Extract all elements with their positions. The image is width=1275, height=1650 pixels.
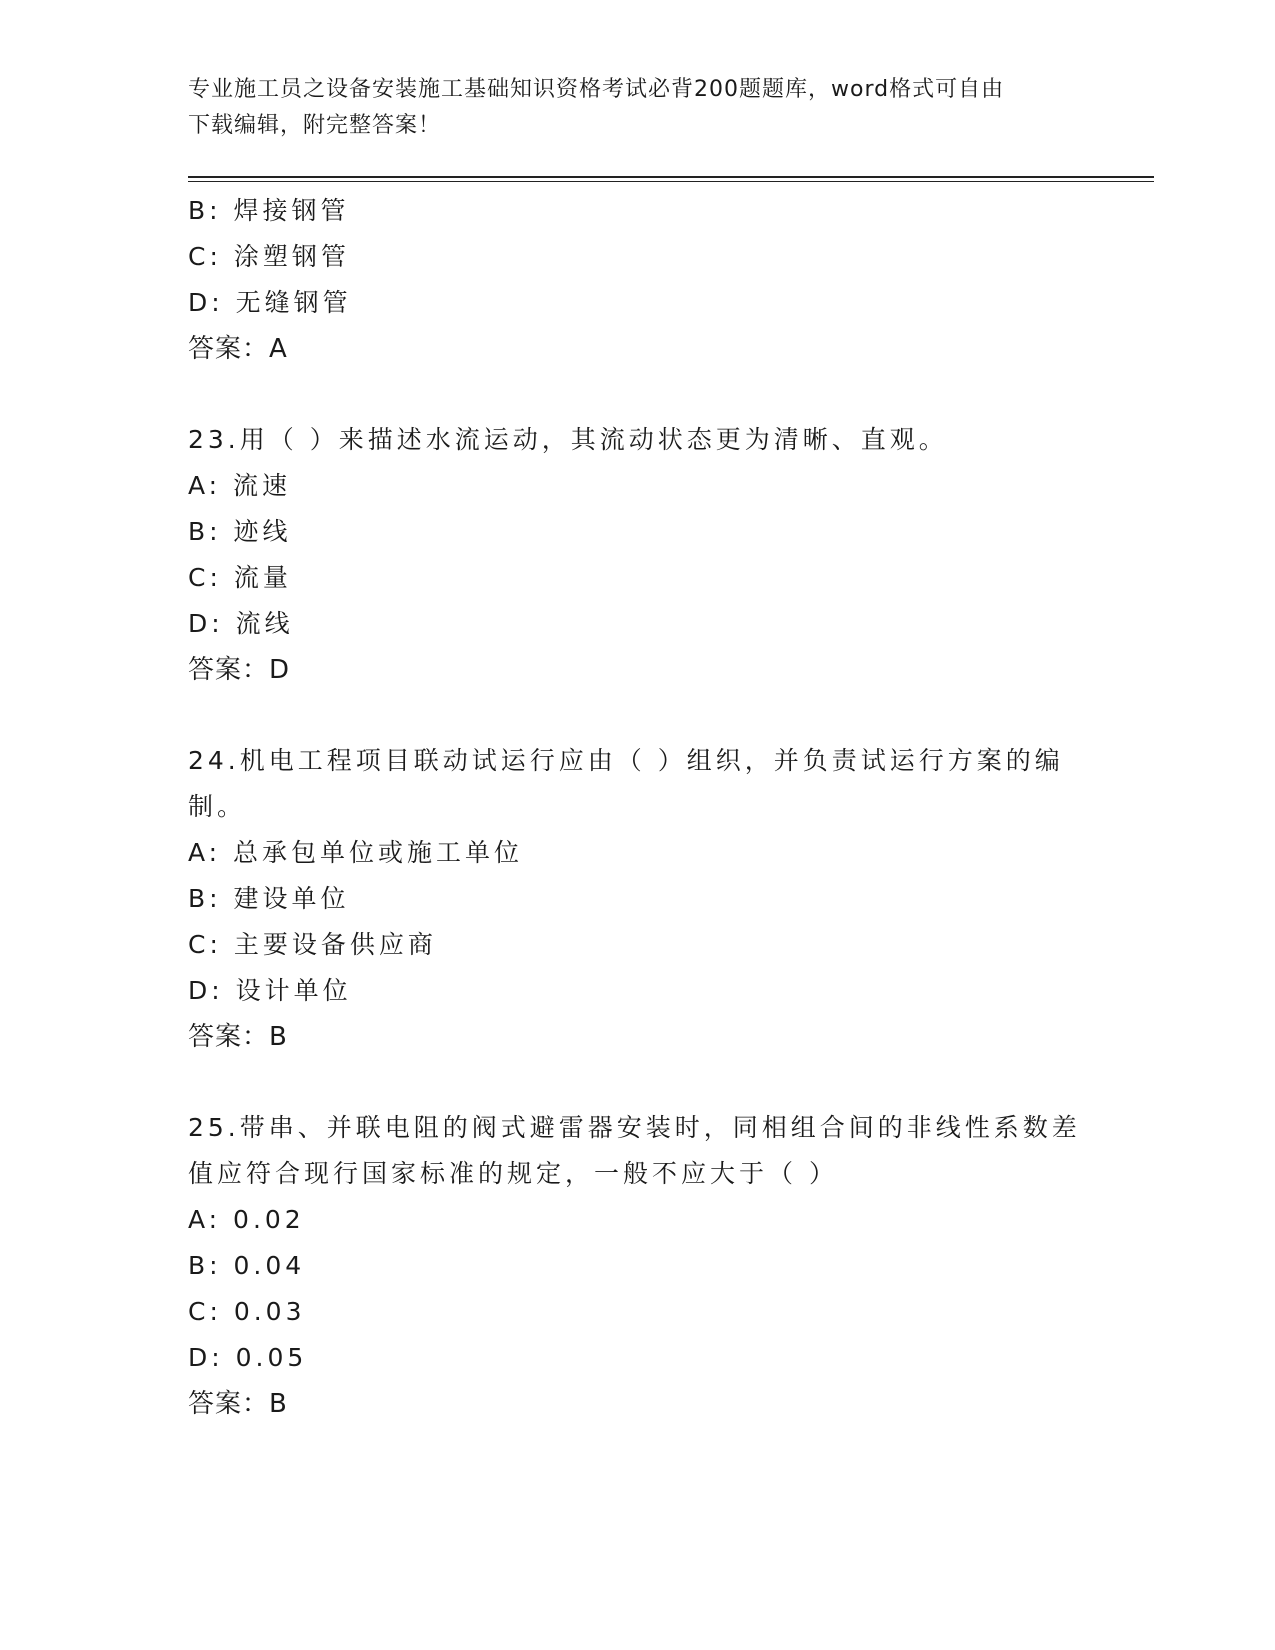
header-line-1: 专业施工员之设备安装施工基础知识资格考试必背200题题库，word格式可自由	[188, 77, 1005, 102]
prev-question-block	[188, 188, 1088, 372]
option-a: A: 总承包单位或施工单位	[188, 838, 524, 867]
header-divider-thin	[188, 181, 1154, 182]
question-stem: 23.用（ ）来描述水流运动，其流动状态更为清晰、直观。	[188, 425, 948, 454]
option-c: C: 0.03	[188, 1297, 306, 1326]
option-d: D: 无缝钢管	[188, 288, 352, 317]
option-b: B: 0.04	[188, 1251, 306, 1280]
question-stem-line-2: 值应符合现行国家标准的规定，一般不应大于（ ）	[188, 1159, 838, 1188]
option-b: B: 建设单位	[188, 884, 350, 913]
answer: 答案：B	[188, 1022, 288, 1052]
header-line-2: 下载编辑，附完整答案！	[188, 113, 442, 138]
option-c: C: 主要设备供应商	[188, 930, 437, 959]
question-25	[188, 1105, 1088, 1427]
option-d: D: 流线	[188, 609, 294, 638]
question-stem-line-1: 25.带串、并联电阻的阀式避雷器安装时，同相组合间的非线性系数差	[188, 1113, 1081, 1142]
header-divider-thick	[188, 176, 1154, 178]
document-header	[188, 72, 1068, 144]
question-24	[188, 738, 1088, 1060]
answer: 答案：D	[188, 655, 291, 685]
question-stem-line-2: 制。	[188, 792, 247, 821]
option-c: C: 涂塑钢管	[188, 242, 350, 271]
option-d: D: 设计单位	[188, 976, 352, 1005]
option-c: C: 流量	[188, 563, 292, 592]
option-d: D: 0.05	[188, 1343, 308, 1372]
option-b: B: 焊接钢管	[188, 196, 350, 225]
option-a: A: 0.02	[188, 1205, 305, 1234]
answer: 答案：B	[188, 1389, 288, 1419]
question-23	[188, 417, 1088, 693]
answer: 答案：A	[188, 334, 288, 364]
question-stem-line-1: 24.机电工程项目联动试运行应由（ ）组织，并负责试运行方案的编	[188, 746, 1064, 775]
option-b: B: 迹线	[188, 517, 292, 546]
option-a: A: 流速	[188, 471, 292, 500]
question-list	[188, 188, 1088, 1427]
